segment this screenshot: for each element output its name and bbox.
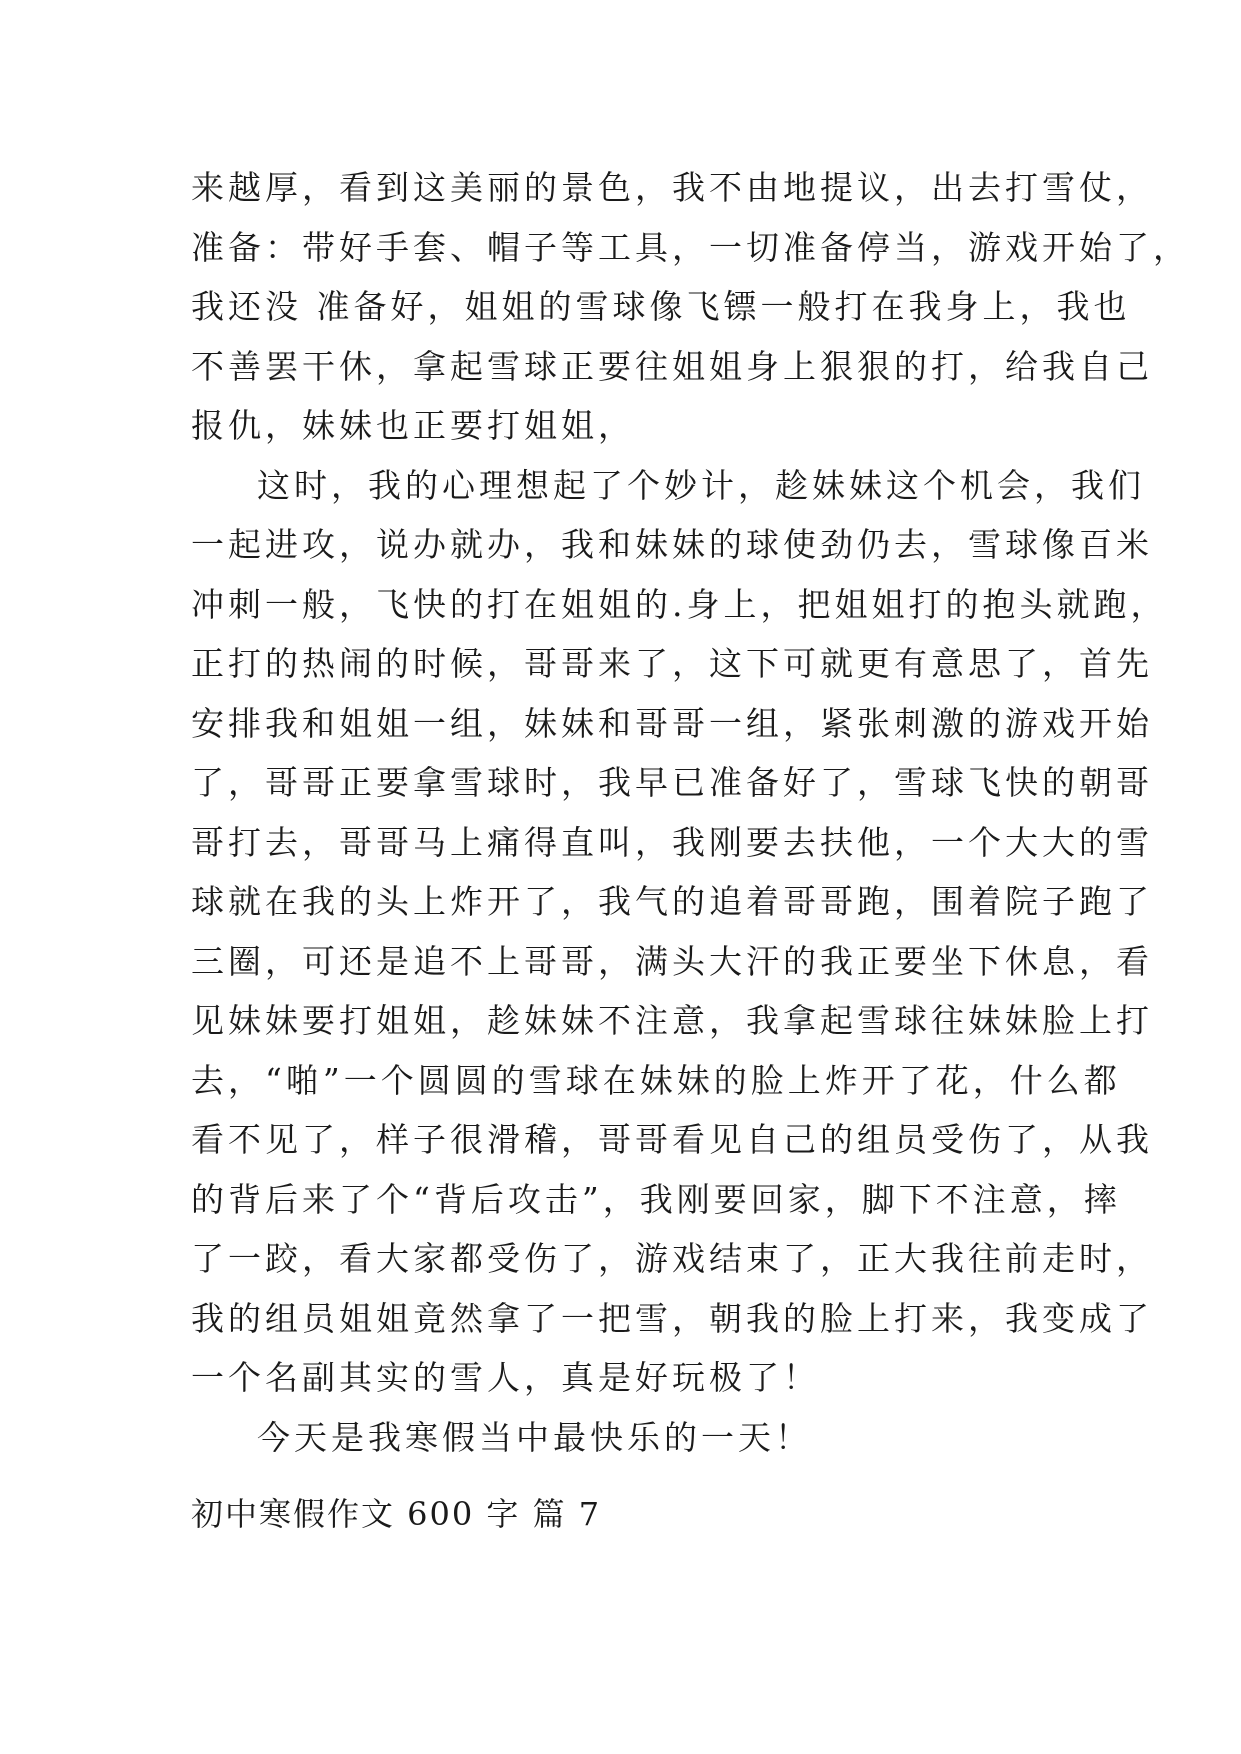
section-heading: 初中寒假作文 600 字 篇 7: [191, 1495, 602, 1533]
text-line: 三圈，可还是追不上哥哥，满头大汗的我正要坐下休息，看: [191, 941, 1153, 981]
text-line: 报仇，妹妹也正要打姐姐，: [191, 406, 635, 445]
text-line: 的背后来了个“背后攻击”，我刚要回家，脚下不注意，摔: [191, 1179, 1121, 1219]
text-line: 哥打去，哥哥马上痛得直叫，我刚要去扶他，一个大大的雪: [191, 822, 1153, 862]
text-line: 今天是我寒假当中最快乐的一天！: [257, 1417, 812, 1457]
text-line: 安排我和姐姐一组，妹妹和哥哥一组，紧张刺激的游戏开始: [191, 703, 1153, 743]
text-line: 了，哥哥正要拿雪球时，我早已准备好了，雪球飞快的朝哥: [191, 763, 1153, 802]
text-line: 看不见了，样子很滑稽，哥哥看见自己的组员受伤了，从我: [191, 1120, 1153, 1159]
text-line: 不善罢干休，拿起雪球正要往姐姐身上狠狠的打，给我自己: [191, 346, 1153, 386]
paragraph-1: [191, 158, 1190, 456]
text-line: 冲刺一般，飞快的打在姐姐的.身上，把姐姐打的抱头就跑，: [191, 584, 1168, 624]
paragraph-3: [191, 1408, 1091, 1468]
text-line: 这时，我的心理想起了个妙计，趁妹妹这个机会，我们: [257, 465, 1145, 505]
text-line: 了一跤，看大家都受伤了，游戏结束了，正大我往前走时，: [191, 1239, 1153, 1278]
text-line: 一个名副其实的雪人，真是好玩极了！: [191, 1358, 820, 1397]
text-line: 球就在我的头上炸开了，我气的追着哥哥跑，围着院子跑了: [191, 882, 1153, 921]
text-line: 我的组员姐姐竟然拿了一把雪，朝我的脸上打来，我变成了: [191, 1298, 1153, 1338]
text-line: 一起进攻，说办就办，我和妹妹的球使劲仍去，雪球像百米: [191, 525, 1153, 564]
text-line: 来越厚，看到这美丽的景色，我不由地提议，出去打雪仗，: [191, 168, 1153, 207]
text-line: 我还没 准备好，姐姐的雪球像飞镖一般打在我身上，我也: [191, 287, 1131, 326]
text-line: 正打的热闹的时候，哥哥来了，这下可就更有意思了，首先: [191, 644, 1153, 683]
essay-body: [191, 158, 1190, 1467]
text-line: 见妹妹要打姐姐，趁妹妹不注意，我拿起雪球往妹妹脸上打: [191, 1001, 1153, 1040]
text-line: 去，“啪”一个圆圆的雪球在妹妹的脸上炸开了花，什么都: [191, 1060, 1121, 1100]
text-line: 准备：带好手套、帽子等工具，一切准备停当，游戏开始了，: [191, 227, 1190, 267]
paragraph-2: [191, 456, 1168, 1408]
